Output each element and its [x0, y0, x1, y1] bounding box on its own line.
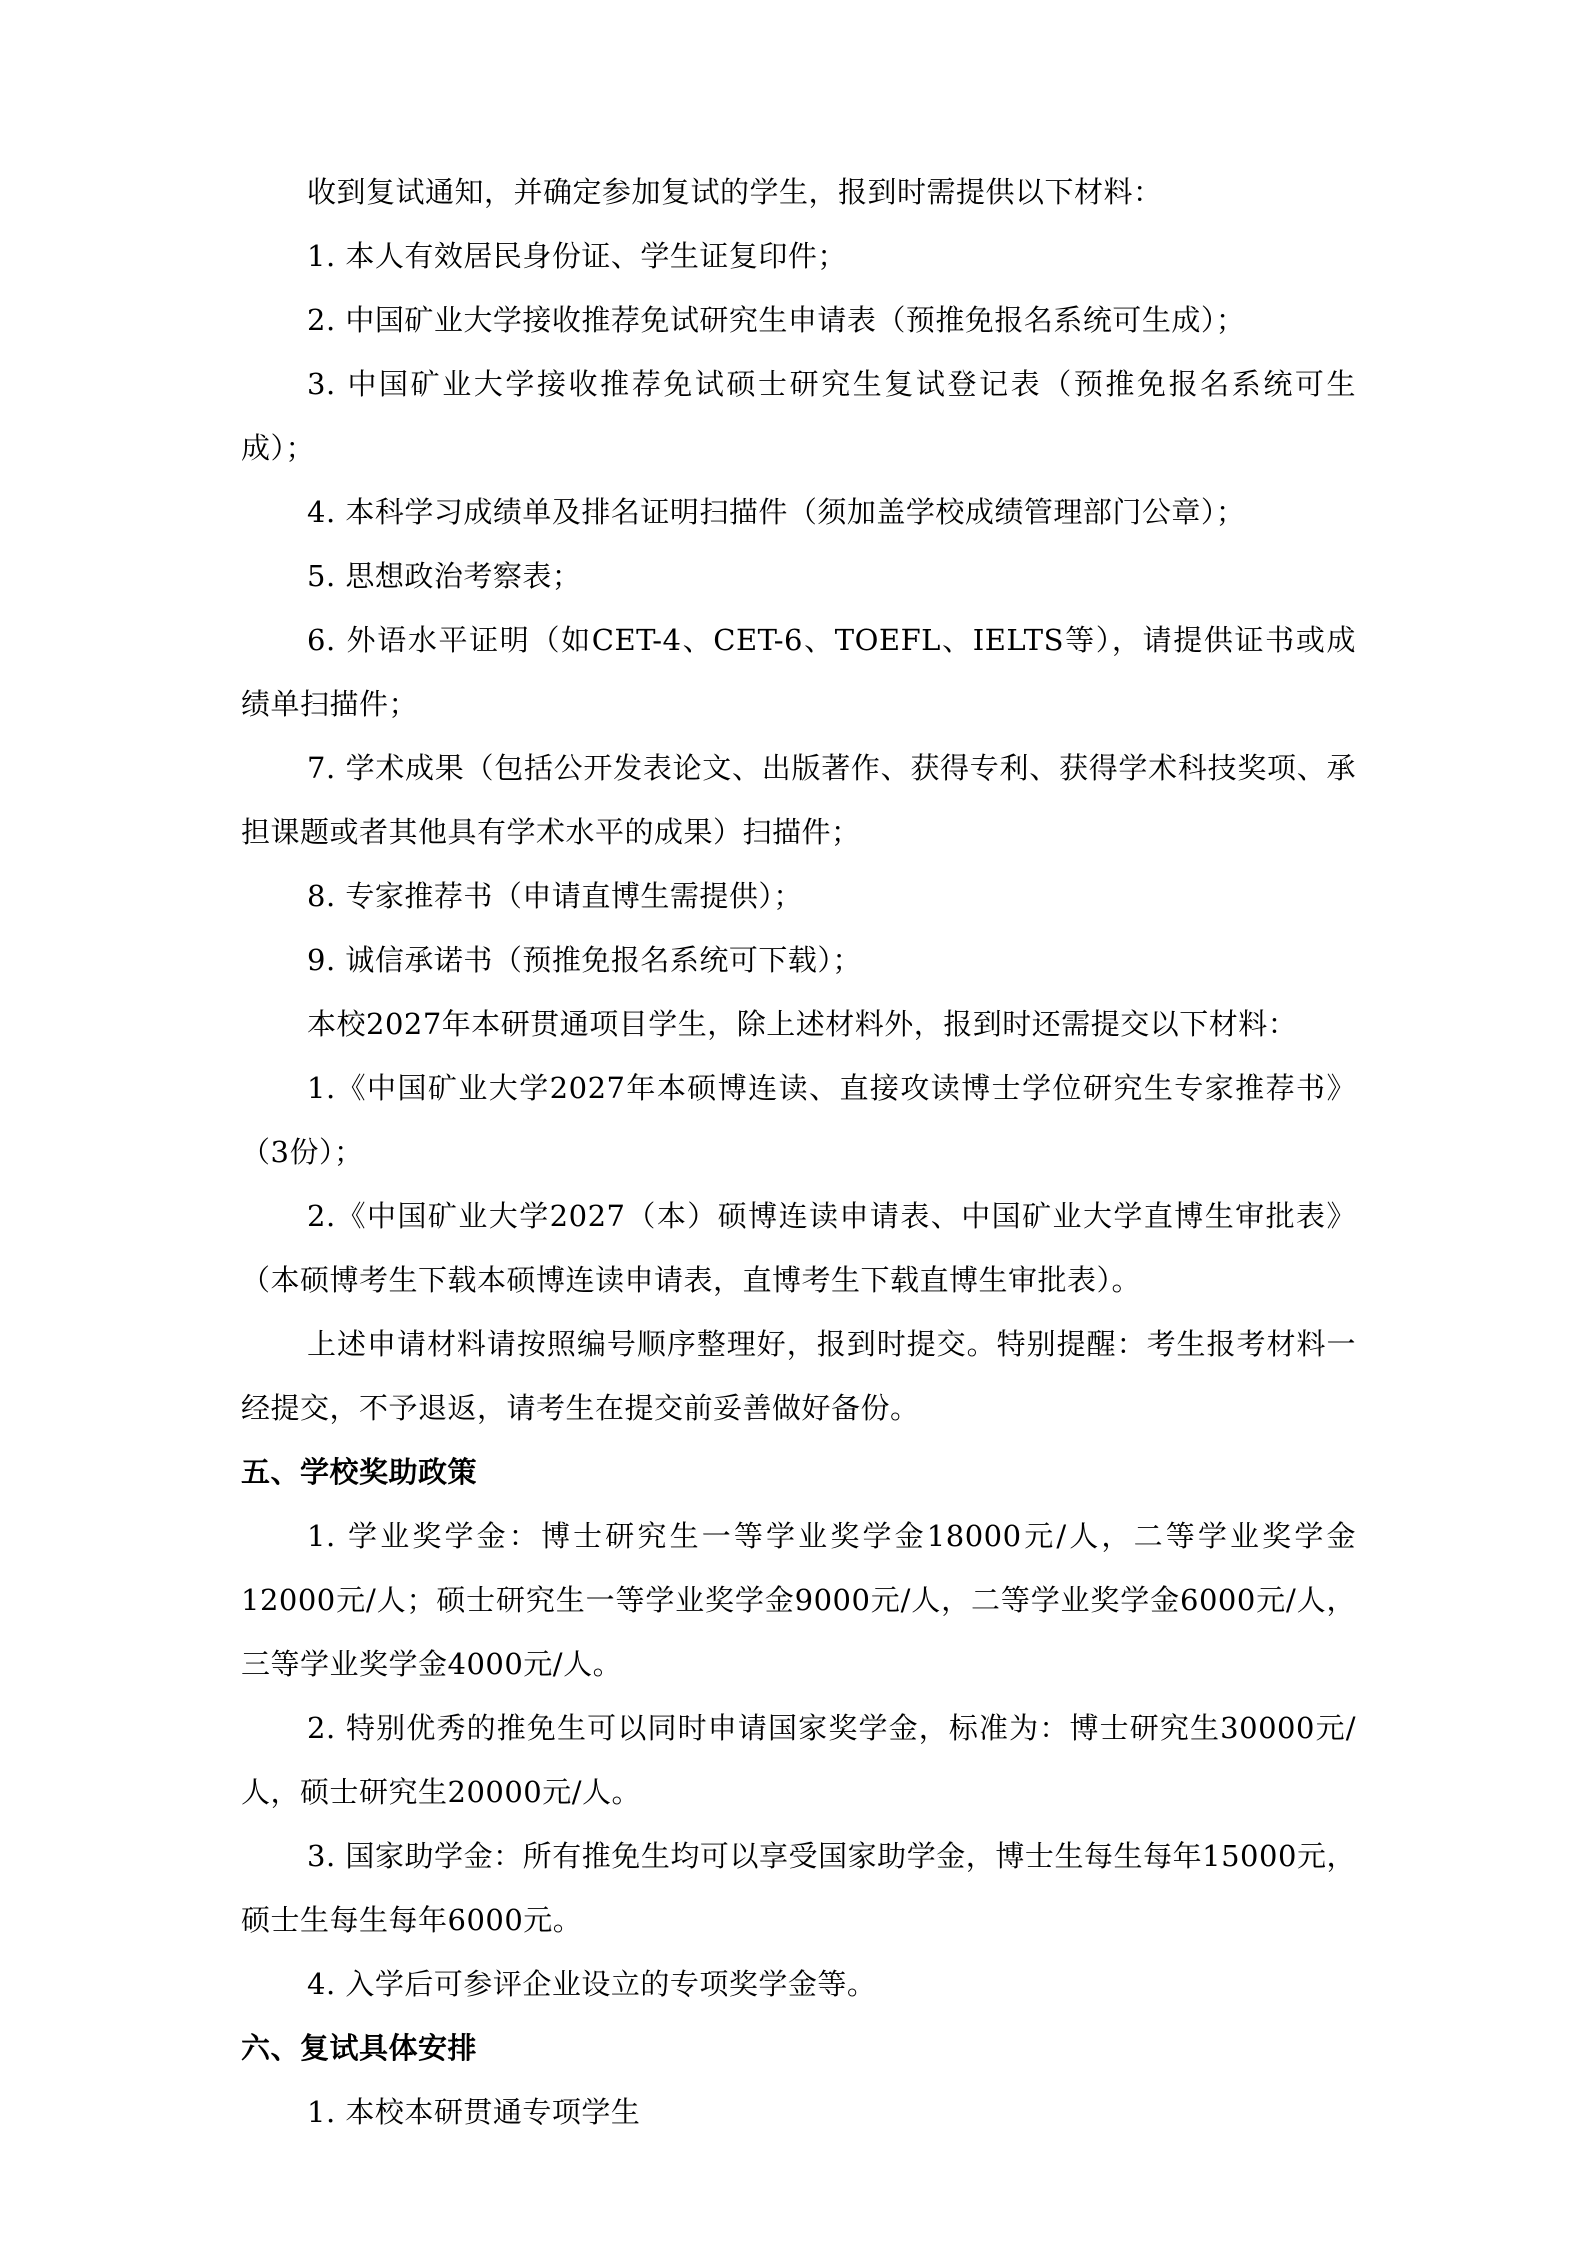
- reminder-paragraph: 上述申请材料请按照编号顺序整理好，报到时提交。特别提醒：考生报考材料一经提交，不予退返，请考生在提交前妥善做好备份。: [241, 1327, 1356, 1425]
- material-item-4: 4. 本科学习成绩单及排名证明扫描件（须加盖学校成绩管理部门公章）；: [307, 495, 1246, 529]
- program-material-item-2: 2.《中国矿业大学2027（本）硕博连读申请表、中国矿业大学直博生审批表》（本硕博考生下载本硕博连读申请表，直博考生下载直博生审批表）。: [241, 1199, 1356, 1297]
- material-item-6: 6. 外语水平证明（如CET-4、CET-6、TOEFL、IELTS等），请提供证书或成绩单扫描件；: [241, 623, 1356, 721]
- material-item-8: 8. 专家推荐书（申请直博生需提供）；: [307, 879, 803, 913]
- intro-paragraph: 收到复试通知，并确定参加复试的学生，报到时需提供以下材料：: [307, 175, 1163, 209]
- material-item-1: 1. 本人有效居民身份证、学生证复印件；: [307, 239, 847, 273]
- scholarship-item-2: 2. 特别优秀的推免生可以同时申请国家奖学金，标准为：博士研究生30000元/人，硕士研究生20000元/人。: [241, 1711, 1356, 1809]
- scholarship-item-1: 1. 学业奖学金：博士研究生一等学业奖学金18000元/人，二等学业奖学金12000元/人；硕士研究生一等学业奖学金9000元/人，二等学业奖学金6000元/人，三等学业奖学金4000元/人。: [241, 1519, 1356, 1681]
- material-item-5: 5. 思想政治考察表；: [307, 559, 582, 593]
- material-item-3: 3. 中国矿业大学接收推荐免试硕士研究生复试登记表（预推免报名系统可生成）；: [241, 367, 1356, 465]
- program-intro-paragraph: 本校2027年本研贯通项目学生，除上述材料外，报到时还需提交以下材料：: [307, 1007, 1298, 1041]
- scholarship-item-4: 4. 入学后可参评企业设立的专项奖学金等。: [307, 1967, 877, 2001]
- arrangement-item-1: 1. 本校本研贯通专项学生: [307, 2095, 641, 2129]
- scholarship-item-3: 3. 国家助学金：所有推免生均可以享受国家助学金，博士生每生每年15000元，硕士生每生每年6000元。: [241, 1839, 1356, 1937]
- program-material-item-1: 1.《中国矿业大学2027年本硕博连读、直接攻读博士学位研究生专家推荐书》（3份）；: [241, 1071, 1356, 1169]
- document-body: [241, 160, 1356, 2144]
- section-heading-scholarship: 五、学校奖助政策: [241, 1455, 478, 1489]
- material-item-7: 7. 学术成果（包括公开发表论文、出版著作、获得专利、获得学术科技奖项、承担课题或者其他具有学术水平的成果）扫描件；: [241, 751, 1356, 849]
- section-heading-reexam-arrangement: 六、复试具体安排: [241, 2031, 478, 2065]
- material-item-9: 9. 诚信承诺书（预推免报名系统可下载）；: [307, 943, 862, 977]
- material-item-2: 2. 中国矿业大学接收推荐免试研究生申请表（预推免报名系统可生成）；: [307, 303, 1246, 337]
